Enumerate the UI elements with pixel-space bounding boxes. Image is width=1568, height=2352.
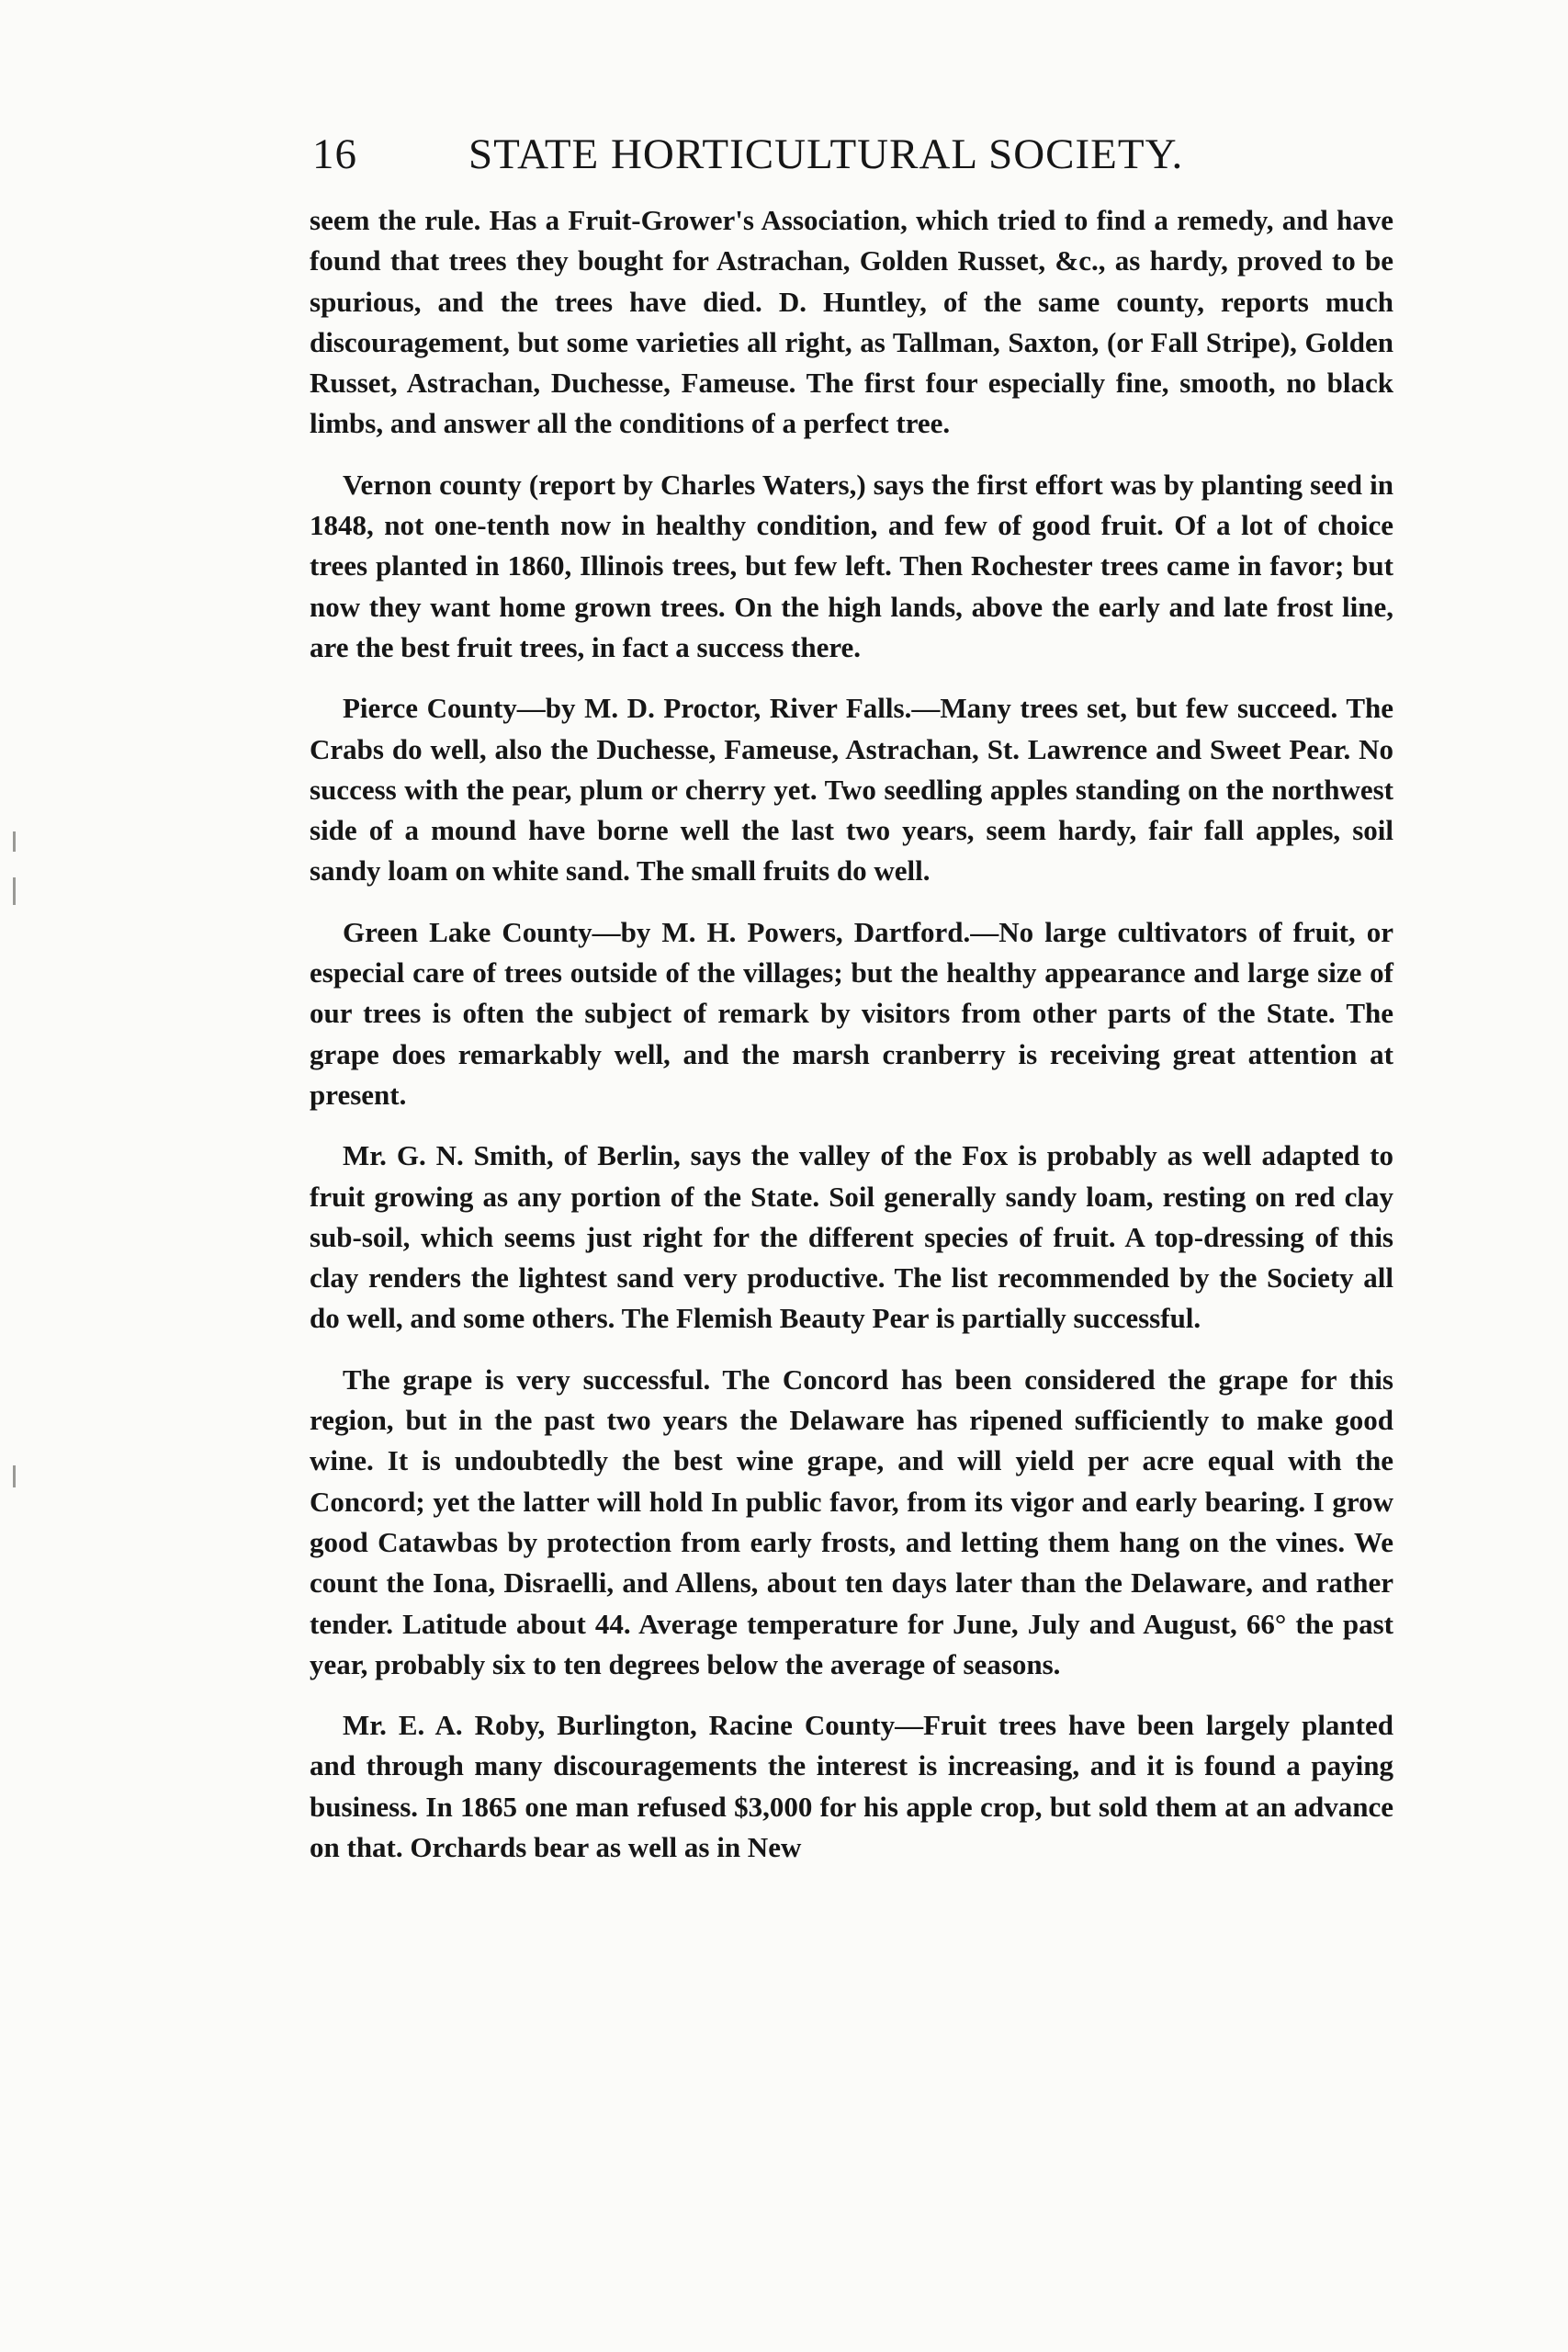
margin-scan-mark — [13, 877, 16, 905]
paragraph-vernon-county: Vernon county (report by Charles Waters,) says the first effort was by planting seed in 1848, not one-tenth now in healthy condition, and few of good fruit. Of a lot of choice trees planted in 1860, Illinois trees, but few left. Then Rochester trees came in favor; but now they want home grown trees. On the high lands, above the early and late frost line, are the best fruit trees, in fact a success there. — [310, 468, 1393, 663]
body-text — [310, 200, 1393, 1888]
paragraph-pierce-county: Pierce County—by M. D. Proctor, River Falls.—Many trees set, but few succeed. The Crabs do well, also the Duchesse, Fameuse, Astrachan, St. Lawrence and Sweet Pear. No success with the pear, plum or cherry yet. Two seedling apples standing on the northwest side of a mound have borne well the last two years, seem hardy, fair fall apples, soil sandy loam on white sand. The small fruits do well. — [310, 692, 1393, 888]
paragraph-e-a-roby: Mr. E. A. Roby, Burlington, Racine County—Fruit trees have been largely planted and through many discouragements the interest is increasing, and it is found a paying business. In 1865 one man refused $3,000 for his apple crop, but sold them at an advance on that. Orchards bear as well as in New — [310, 1709, 1393, 1863]
margin-scan-mark — [13, 1465, 16, 1487]
page-number: 16 — [312, 130, 357, 178]
paragraph-continued: seem the rule. Has a Fruit-Grower's Association, which tried to find a remedy, and have found that trees they bought for Astrachan, Golden Russet, &c., as hardy, proved to be spurious, and the trees have died. D. Huntley, of the same county, reports much discouragement, but some varieties all right, as Tallman, Saxton, (or Fall Stripe), Golden Russet, Astrachan, Duchesse, Fameuse. The first four especially fine, smooth, no black limbs, and answer all the conditions of a perfect tree. — [310, 204, 1393, 440]
paragraph-green-lake-county: Green Lake County—by M. H. Powers, Dartford.—No large cultivators of fruit, or especial care of trees outside of the villages; but the healthy appearance and large size of our trees is often the subject of remark by visitors from other parts of the State. The grape does remarkably well, and the marsh cranberry is receiving great attention at present. — [310, 915, 1393, 1111]
running-title: STATE HORTICULTURAL SOCIETY. — [468, 130, 1184, 178]
paragraph-g-n-smith: Mr. G. N. Smith, of Berlin, says the valley of the Fox is probably as well adapted to fruit growing as any portion of the State. Soil generally sandy loam, resting on red clay sub-soil, which seems just right for the different species of fruit. A top-dressing of this clay renders the lightest sand very productive. The list recommended by the Society all do well, and some others. The Flemish Beauty Pear is partially successful. — [310, 1139, 1393, 1335]
paragraph-grape: The grape is very successful. The Concord has been considered the grape for this region, but in the past two years the Delaware has ripened sufficiently to make good wine. It is undoubtedly the best wine grape, and will yield per acre equal with the Concord; yet the latter will hold In public favor, from its vigor and early bearing. I grow good Catawbas by protection from early frosts, and letting them hang on the vines. We count the Iona, Disraelli, and Allens, about ten days later than the Delaware, and rather tender. Latitude about 44. Average temperature for June, July and August, 66° the past year, probably six to ten degrees below the average of seasons. — [310, 1363, 1393, 1680]
margin-scan-mark — [13, 831, 16, 852]
running-head — [312, 127, 1240, 182]
